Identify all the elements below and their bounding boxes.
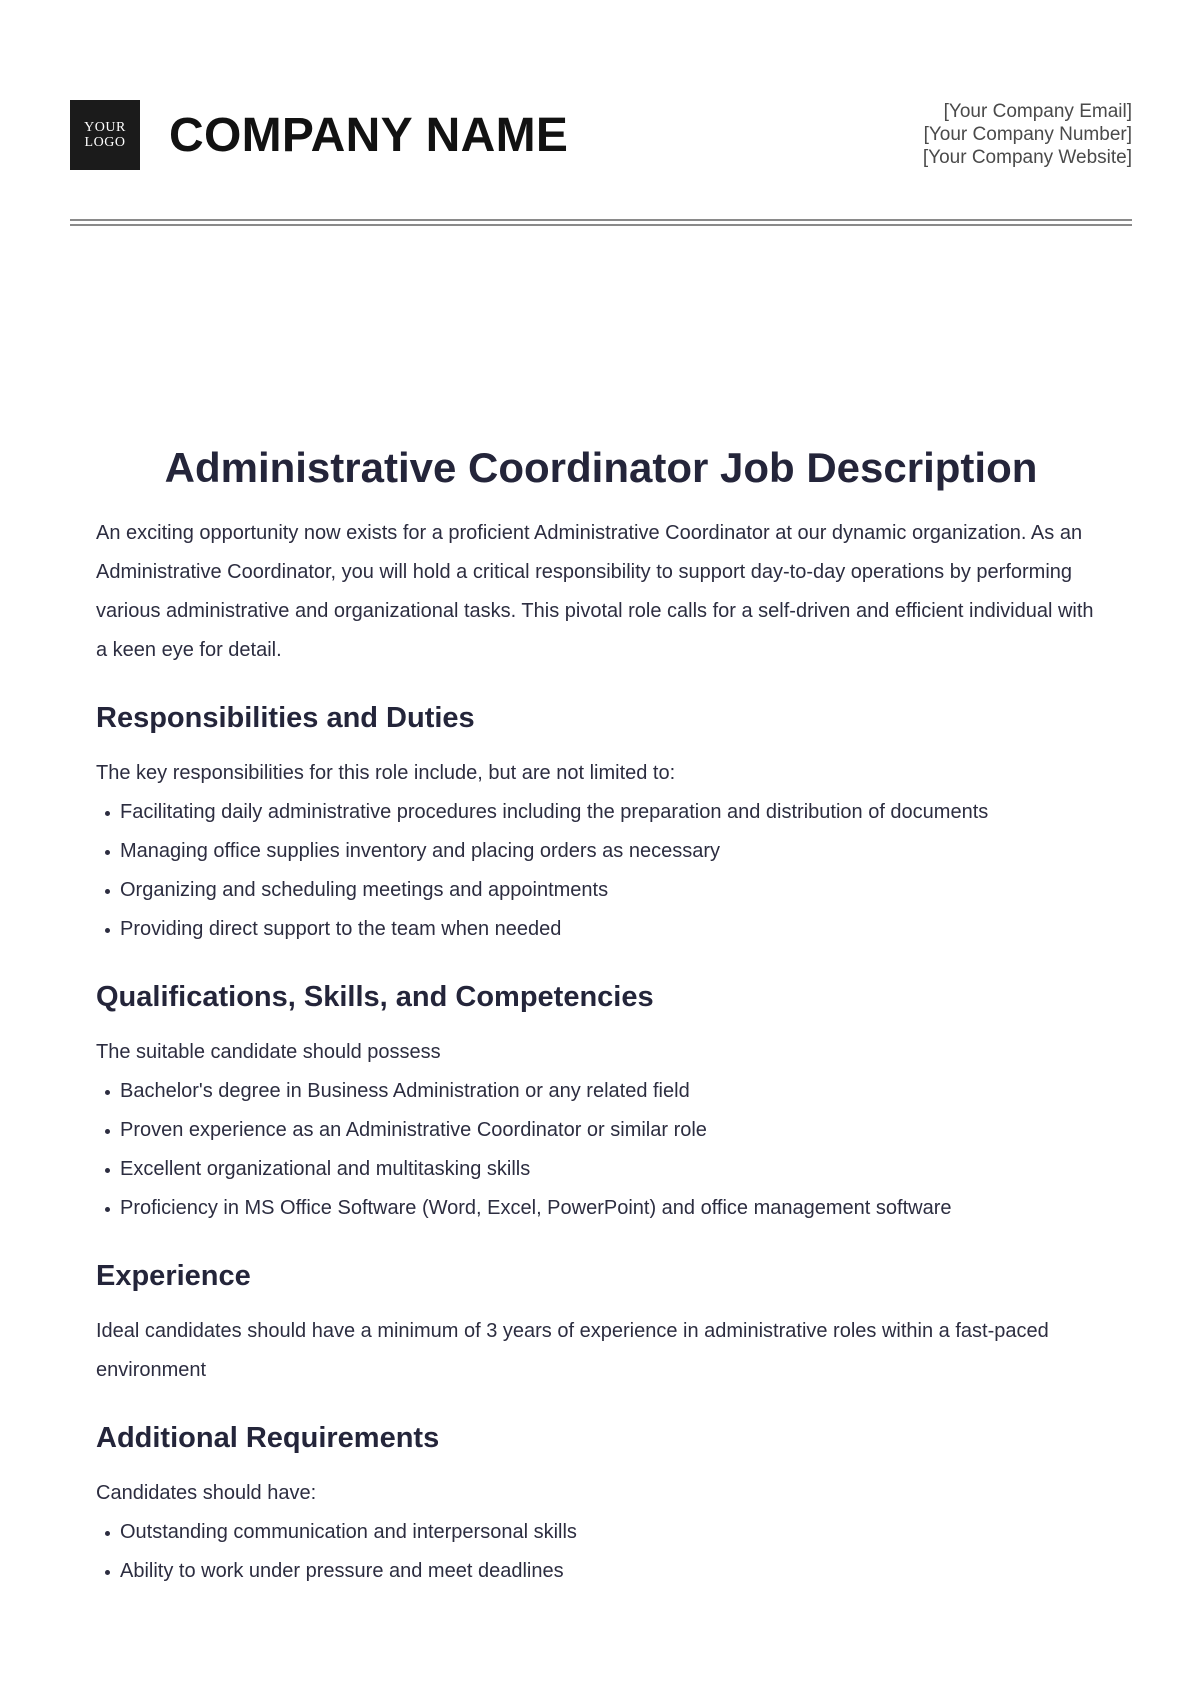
- list-item: Facilitating daily administrative procedures including the preparation and distribution of documents: [96, 793, 1106, 832]
- company-logo: [70, 100, 140, 170]
- section-additional-requirements: [96, 1418, 1106, 1591]
- list-item: Outstanding communication and interpersonal skills: [96, 1513, 1106, 1552]
- list-item: Proven experience as an Administrative Coordinator or similar role: [96, 1111, 1106, 1150]
- list-item: Managing office supplies inventory and placing orders as necessary: [96, 832, 1106, 871]
- section-heading: Experience: [96, 1260, 251, 1292]
- company-website: [Your Company Website]: [922, 147, 1132, 168]
- list-item: Bachelor's degree in Business Administration or any related field: [96, 1072, 1106, 1111]
- section-lead: The key responsibilities for this role include, but are not limited to:: [96, 762, 676, 784]
- company-contact-block: [923, 100, 1132, 169]
- header-divider-bottom: [70, 224, 1132, 226]
- section-heading: Additional Requirements: [96, 1422, 440, 1454]
- header-divider-top: [70, 219, 1132, 221]
- section-lead: Ideal candidates should have a minimum of 3 years of experience in administrative roles within a fast-paced environment: [96, 1320, 1049, 1381]
- company-name: COMPANY NAME: [169, 109, 569, 162]
- logo-text-line2: LOGO: [84, 135, 126, 150]
- list-item: Excellent organizational and multitasking skills: [96, 1150, 1106, 1189]
- additional-requirements-list: [96, 1513, 1106, 1591]
- document-title: Administrative Coordinator Job Description: [164, 444, 1038, 491]
- section-qualifications: [96, 977, 1106, 1228]
- letterhead: [70, 100, 1132, 172]
- list-item: Providing direct support to the team when needed: [96, 910, 1106, 949]
- section-experience: [96, 1256, 1106, 1390]
- responsibilities-list: [96, 793, 1106, 949]
- company-email: [Your Company Email]: [943, 101, 1132, 122]
- list-item: Ability to work under pressure and meet deadlines: [96, 1552, 1106, 1591]
- section-lead: The suitable candidate should possess: [96, 1041, 441, 1063]
- company-number: [Your Company Number]: [923, 124, 1132, 145]
- section-responsibilities: [96, 698, 1106, 949]
- intro-paragraph: An exciting opportunity now exists for a proficient Administrative Coordinator at our dynamic organization. As an Administrative Coordinator, you will hold a critical responsibility to support day-to-day operations by performing various administrative and organizational tasks. This pivotal role calls for a self-driven and efficient individual with a keen eye for detail.: [96, 522, 1094, 661]
- qualifications-list: [96, 1072, 1106, 1228]
- section-heading: Qualifications, Skills, and Competencies: [96, 981, 654, 1013]
- list-item: Organizing and scheduling meetings and appointments: [96, 871, 1106, 910]
- logo-text-line1: YOUR: [84, 120, 126, 135]
- section-heading: Responsibilities and Duties: [96, 702, 475, 734]
- section-lead: Candidates should have:: [96, 1482, 317, 1504]
- list-item: Proficiency in MS Office Software (Word, Excel, PowerPoint) and office management software: [96, 1189, 1106, 1228]
- document-body: [96, 440, 1106, 1591]
